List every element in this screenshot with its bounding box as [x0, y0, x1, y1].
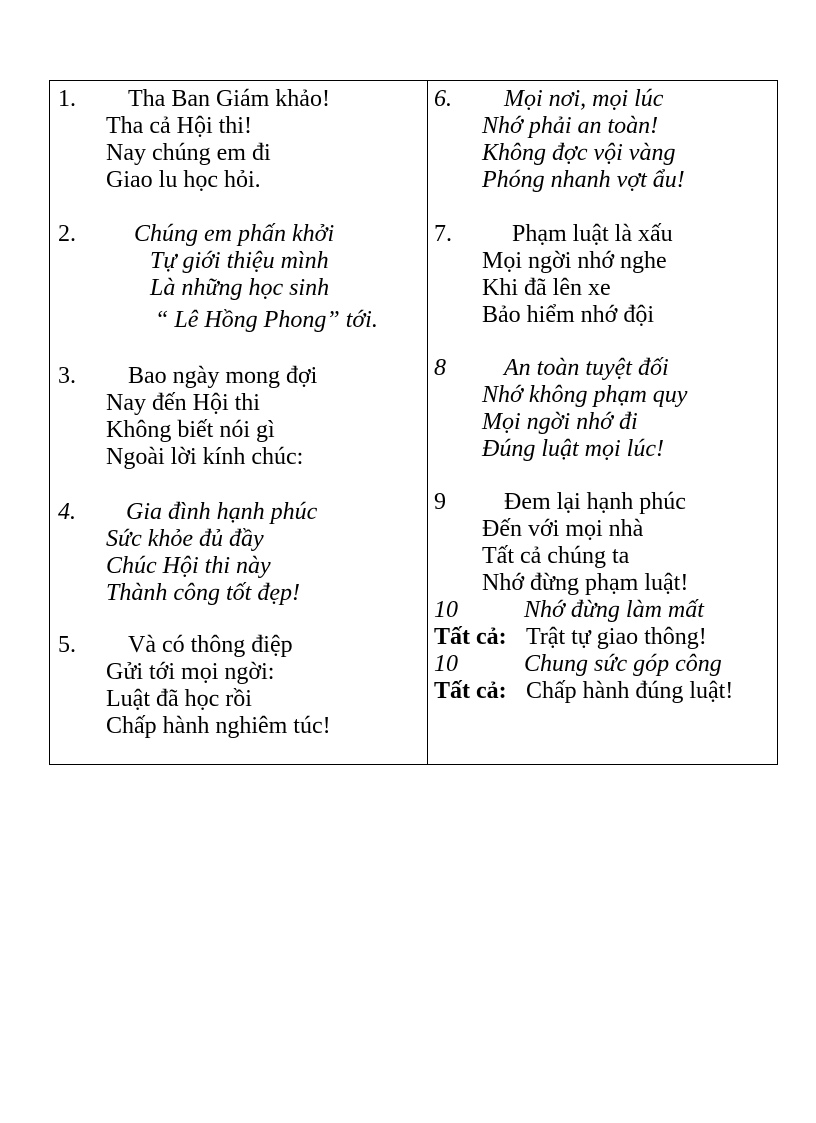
stanza-number: 9 — [434, 489, 446, 515]
chorus-text: Chấp hành đúng luật! — [526, 678, 734, 704]
stanza-text: Không đợc vội vàng — [482, 140, 676, 166]
stanza-line — [428, 597, 777, 624]
stanza-line — [428, 167, 777, 194]
stanza-text: “ Lê Hồng Phong” tới. — [155, 307, 378, 333]
stanza-4 — [50, 499, 427, 607]
stanza-line — [428, 275, 777, 302]
stanza-line — [428, 86, 777, 113]
stanza-number: 10 — [434, 597, 458, 623]
stanza-text: Nhớ đừng phạm luật! — [482, 570, 689, 596]
stanza-5 — [50, 632, 427, 740]
chorus-label: Tất cả: — [434, 624, 507, 650]
stanza-text: Chấp hành nghiêm túc! — [106, 713, 331, 739]
stanza-line — [428, 409, 777, 436]
stanza-line — [428, 302, 777, 329]
stanza-3 — [50, 363, 427, 471]
stanza-line — [50, 713, 427, 740]
stanza-text: Luật đã học rồi — [106, 686, 252, 712]
stanza-text: Tự giới thiệu mình — [150, 248, 329, 274]
stanza-6 — [428, 86, 777, 194]
stanza-number: 8 — [434, 355, 446, 381]
stanza-text: Bảo hiểm nhớ đội — [482, 302, 655, 328]
stanza-text: Đến với mọi nhà — [482, 516, 644, 542]
stanza-line — [50, 113, 427, 140]
stanza-text: Và có thông điệp — [128, 632, 293, 658]
chorus-line — [428, 678, 777, 705]
stanza-number: 10 — [434, 651, 458, 677]
stanza-line — [50, 221, 427, 248]
stanza-text: Chúng em phấn khởi — [134, 221, 335, 247]
stanza-text: Phạm luật là xấu — [512, 221, 673, 247]
stanza-number: 1. — [58, 86, 76, 112]
stanza-text: Gia đình hạnh phúc — [126, 499, 318, 525]
stanza-text: Nhớ phải an toàn! — [482, 113, 659, 139]
stanza-line — [428, 355, 777, 382]
stanza-line — [50, 444, 427, 471]
chorus-line — [428, 624, 777, 651]
stanza-line — [428, 489, 777, 516]
stanza-10 — [428, 597, 777, 651]
stanza-line — [50, 686, 427, 713]
stanza-line — [428, 516, 777, 543]
stanza-text: Tha Ban Giám khảo! — [128, 86, 330, 112]
stanza-text: Nhớ không phạm quy — [482, 382, 688, 408]
stanza-line — [428, 651, 777, 678]
stanza-text: Nay đến Hội thi — [106, 390, 260, 416]
stanza-text: Giao lu học hỏi. — [106, 167, 261, 193]
stanza-text: Tha cả Hội thi! — [106, 113, 252, 139]
stanza-text: An toàn tuyệt đối — [504, 355, 669, 381]
stanza-line — [50, 248, 427, 275]
stanza-text: Không biết nói gì — [106, 417, 275, 443]
right-column — [428, 81, 777, 764]
stanza-number: 7. — [434, 221, 452, 247]
stanza-text: Phóng nhanh vợt ẩu! — [482, 167, 685, 193]
stanza-text: Chung sức góp công — [524, 651, 722, 677]
stanza-line — [50, 86, 427, 113]
stanza-text: Đem lại hạnh phúc — [504, 489, 686, 515]
stanza-text: Sức khỏe đủ đầy — [106, 526, 264, 552]
stanza-7 — [428, 221, 777, 329]
stanza-line — [428, 113, 777, 140]
stanza-line — [50, 140, 427, 167]
stanza-line — [50, 659, 427, 686]
stanza-number: 2. — [58, 221, 76, 247]
left-column — [50, 81, 428, 764]
stanza-line — [50, 307, 427, 334]
stanza-line — [50, 417, 427, 444]
stanza-text: Mọi nơi, mọi lúc — [504, 86, 664, 112]
stanza-8 — [428, 355, 777, 463]
stanza-text: Tất cả chúng ta — [482, 543, 630, 569]
stanza-line — [50, 363, 427, 390]
chorus-text: Trật tự giao thông! — [526, 624, 707, 650]
stanza-line — [50, 632, 427, 659]
stanza-text: Nhớ đừng làm mất — [524, 597, 704, 623]
stanza-line — [428, 382, 777, 409]
stanza-text: Nay chúng em đi — [106, 140, 271, 166]
stanza-line — [428, 436, 777, 463]
stanza-text: Ngoài lời kính chúc: — [106, 444, 304, 470]
stanza-text: Bao ngày mong đợi — [128, 363, 318, 389]
stanza-line — [50, 580, 427, 607]
stanza-line — [428, 140, 777, 167]
stanza-line — [428, 221, 777, 248]
stanza-number: 4. — [58, 499, 76, 525]
stanza-text: Gửi tới mọi ngời: — [106, 659, 275, 685]
chorus-label: Tất cả: — [434, 678, 507, 704]
stanza-text: Thành công tốt đẹp! — [106, 580, 300, 606]
stanza-number: 3. — [58, 363, 76, 389]
stanza-line — [428, 248, 777, 275]
stanza-line — [50, 390, 427, 417]
stanza-line — [428, 570, 777, 597]
stanza-line — [50, 167, 427, 194]
stanza-text: Là những học sinh — [150, 275, 330, 301]
stanza-text: Chúc Hội thi này — [106, 553, 271, 579]
stanza-line — [50, 526, 427, 553]
stanza-9 — [428, 489, 777, 597]
stanza-text: Mọi ngời nhớ nghe — [482, 248, 667, 274]
stanza-line — [50, 275, 427, 302]
stanza-number: 6. — [434, 86, 452, 112]
stanza-text: Khi đã lên xe — [482, 275, 611, 301]
stanza-line — [428, 543, 777, 570]
stanza-line — [50, 499, 427, 526]
stanza-text: Đúng luật mọi lúc! — [482, 436, 664, 462]
stanza-1 — [50, 86, 427, 194]
stanza-2 — [50, 221, 427, 334]
stanza-number: 5. — [58, 632, 76, 658]
stanza-line — [50, 553, 427, 580]
stanza-11 — [428, 651, 777, 705]
verse-table — [49, 80, 778, 765]
stanza-text: Mọi ngời nhớ đi — [482, 409, 638, 435]
